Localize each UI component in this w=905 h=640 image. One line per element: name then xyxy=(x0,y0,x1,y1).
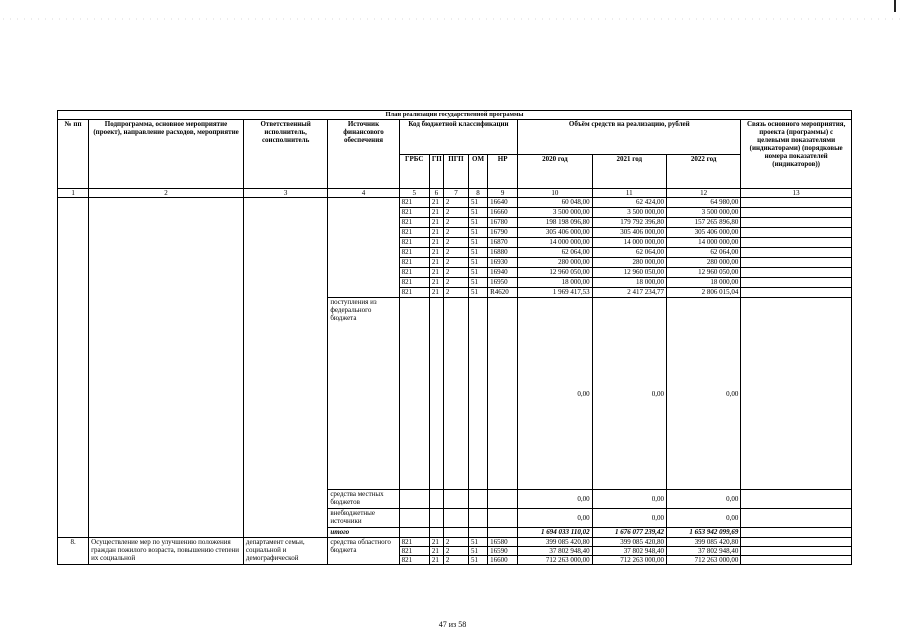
y2021-value: 305 406 000,00 xyxy=(592,228,666,238)
link-cell xyxy=(741,490,852,509)
grbs-cell: 821 xyxy=(399,248,429,258)
gp-cell: 21 xyxy=(429,556,443,565)
grbs-cell: 821 xyxy=(399,278,429,288)
program-plan-table xyxy=(57,110,852,565)
y2021-value: 179 792 396,80 xyxy=(592,218,666,228)
y2022-value: 157 265 896,80 xyxy=(666,218,740,228)
header-funds: Объём средств на реализацию, рублей xyxy=(518,120,741,155)
executor-cell xyxy=(243,198,327,538)
link-cell xyxy=(741,218,852,228)
code-cell xyxy=(469,490,488,509)
header-gp: ГП xyxy=(429,154,443,189)
link-cell xyxy=(741,509,852,528)
local-y2022-value: 0,00 xyxy=(666,490,740,509)
y2021-value: 37 802 948,40 xyxy=(592,547,666,556)
y2022-value: 64 980,00 xyxy=(666,198,740,208)
om-cell: 51 xyxy=(469,538,488,547)
local-y2020-value: 0,00 xyxy=(518,490,592,509)
gp-cell: 21 xyxy=(429,288,443,298)
y2022-value: 712 263 000,00 xyxy=(666,556,740,565)
header-link: Связь основного мероприятия, проекта (программы) с целевыми показателями (индикаторами) (порядковые номера показателей (индикаторов)) xyxy=(741,120,852,189)
header-2022: 2022 год xyxy=(666,154,740,189)
federal-y2021-value: 0,00 xyxy=(592,298,666,490)
link-cell xyxy=(741,528,852,538)
link-cell xyxy=(741,538,852,547)
link-cell xyxy=(741,198,852,208)
y2021-value: 2 417 234,77 xyxy=(592,288,666,298)
grbs-cell: 821 xyxy=(399,288,429,298)
column-number: 3 xyxy=(243,189,327,198)
local-source: средства местных бюджетов xyxy=(328,490,399,509)
y2021-value: 399 085 420,80 xyxy=(592,538,666,547)
item-executor: департамент семьи, социальной и демографической xyxy=(243,538,327,565)
item-source: средства областного бюджета xyxy=(328,538,399,565)
link-cell xyxy=(741,547,852,556)
grbs-cell: 821 xyxy=(399,208,429,218)
link-cell xyxy=(741,298,852,490)
om-cell: 51 xyxy=(469,208,488,218)
y2021-value: 12 960 050,00 xyxy=(592,268,666,278)
pgp-cell: 2 xyxy=(443,547,468,556)
np-cell: 16950 xyxy=(488,278,518,288)
y2020-value: 60 048,00 xyxy=(518,198,592,208)
source-cell xyxy=(328,198,399,298)
code-cell xyxy=(429,490,443,509)
header-pgp: ПГП xyxy=(443,154,468,189)
np-cell: 16940 xyxy=(488,268,518,278)
pgp-cell: 2 xyxy=(443,248,468,258)
link-cell xyxy=(741,238,852,248)
item-number: 8. xyxy=(58,538,89,565)
y2022-value: 62 064,00 xyxy=(666,248,740,258)
offbudget-y2020-value: 0,00 xyxy=(518,509,592,528)
code-cell xyxy=(443,528,468,538)
num-cell xyxy=(58,198,89,538)
pgp-cell: 2 xyxy=(443,238,468,248)
federal-y2020-value: 0,00 xyxy=(518,298,592,490)
om-cell: 51 xyxy=(469,248,488,258)
federal-source: поступления из федерального бюджета xyxy=(328,298,399,490)
link-cell xyxy=(741,258,852,268)
federal-y2022-value: 0,00 xyxy=(666,298,740,490)
grbs-cell: 821 xyxy=(399,547,429,556)
y2020-value: 399 085 420,80 xyxy=(518,538,592,547)
code-cell xyxy=(469,298,488,490)
table-row xyxy=(58,198,852,208)
header-grbs: ГРБС xyxy=(399,154,429,189)
code-cell xyxy=(469,528,488,538)
gp-cell: 21 xyxy=(429,228,443,238)
y2020-value: 3 500 000,00 xyxy=(518,208,592,218)
total-y2021-value: 1 676 077 239,42 xyxy=(592,528,666,538)
column-number: 13 xyxy=(741,189,852,198)
gp-cell: 21 xyxy=(429,258,443,268)
om-cell: 51 xyxy=(469,238,488,248)
code-cell xyxy=(469,509,488,528)
grbs-cell: 821 xyxy=(399,258,429,268)
om-cell: 51 xyxy=(469,556,488,565)
y2022-value: 12 960 050,00 xyxy=(666,268,740,278)
link-cell xyxy=(741,278,852,288)
pgp-cell: 2 xyxy=(443,288,468,298)
y2020-value: 1 969 417,53 xyxy=(518,288,592,298)
header-executor: Ответственный исполнитель, соисполнитель xyxy=(243,120,327,189)
np-cell: 16600 xyxy=(488,556,518,565)
y2020-value: 37 802 948,40 xyxy=(518,547,592,556)
code-cell xyxy=(429,509,443,528)
y2020-value: 198 198 096,80 xyxy=(518,218,592,228)
pgp-cell: 2 xyxy=(443,268,468,278)
om-cell: 51 xyxy=(469,288,488,298)
om-cell: 51 xyxy=(469,228,488,238)
pgp-cell: 2 xyxy=(443,228,468,238)
grbs-cell: 821 xyxy=(399,538,429,547)
np-cell: 16780 xyxy=(488,218,518,228)
grbs-cell: 821 xyxy=(399,198,429,208)
gp-cell: 21 xyxy=(429,547,443,556)
table-title: План реализации государственной программы xyxy=(58,111,852,120)
item-name: Осуществление мер по улучшению положения граждан пожилого возраста, повышению степени их социальной xyxy=(89,538,244,565)
column-number: 11 xyxy=(592,189,666,198)
code-cell xyxy=(488,298,518,490)
y2021-value: 712 263 000,00 xyxy=(592,556,666,565)
y2022-value: 280 000,00 xyxy=(666,258,740,268)
y2021-value: 14 000 000,00 xyxy=(592,238,666,248)
code-cell xyxy=(399,528,429,538)
column-number: 5 xyxy=(399,189,429,198)
code-cell xyxy=(399,298,429,490)
y2022-value: 2 806 015,04 xyxy=(666,288,740,298)
om-cell: 51 xyxy=(469,218,488,228)
column-number: 7 xyxy=(443,189,468,198)
code-cell xyxy=(429,528,443,538)
np-cell: 16640 xyxy=(488,198,518,208)
om-cell: 51 xyxy=(469,278,488,288)
np-cell: 16660 xyxy=(488,208,518,218)
om-cell: 51 xyxy=(469,268,488,278)
gp-cell: 21 xyxy=(429,278,443,288)
y2020-value: 62 064,00 xyxy=(518,248,592,258)
gp-cell: 21 xyxy=(429,198,443,208)
code-cell xyxy=(443,298,468,490)
np-cell: 16870 xyxy=(488,238,518,248)
y2021-value: 280 000,00 xyxy=(592,258,666,268)
y2020-value: 712 263 000,00 xyxy=(518,556,592,565)
offbudget-y2021-value: 0,00 xyxy=(592,509,666,528)
scan-edge-mark xyxy=(894,0,896,12)
np-cell: R4620 xyxy=(488,288,518,298)
column-number: 12 xyxy=(666,189,740,198)
om-cell: 51 xyxy=(469,198,488,208)
pgp-cell: 2 xyxy=(443,258,468,268)
np-cell: 16590 xyxy=(488,547,518,556)
scan-artifact-dots xyxy=(0,16,905,22)
code-cell xyxy=(488,528,518,538)
total-y2022-value: 1 653 942 099,69 xyxy=(666,528,740,538)
link-cell xyxy=(741,288,852,298)
pgp-cell: 2 xyxy=(443,556,468,565)
grbs-cell: 821 xyxy=(399,268,429,278)
pgp-cell: 2 xyxy=(443,198,468,208)
y2021-value: 3 500 000,00 xyxy=(592,208,666,218)
y2020-value: 305 406 000,00 xyxy=(518,228,592,238)
y2022-value: 3 500 000,00 xyxy=(666,208,740,218)
y2021-value: 62 064,00 xyxy=(592,248,666,258)
header-np: НР xyxy=(488,154,518,189)
np-cell: 16580 xyxy=(488,538,518,547)
header-kbk: Код бюджетной классификации xyxy=(399,120,518,155)
y2020-value: 14 000 000,00 xyxy=(518,238,592,248)
np-cell: 16880 xyxy=(488,248,518,258)
offbudget-source: внебюджетные источники xyxy=(328,509,399,528)
gp-cell: 21 xyxy=(429,208,443,218)
pgp-cell: 2 xyxy=(443,208,468,218)
column-number: 8 xyxy=(469,189,488,198)
header-name: Подпрограмма, основное мероприятие (проект), направление расходов, мероприятие xyxy=(89,120,244,189)
gp-cell: 21 xyxy=(429,268,443,278)
header-source: Источник финансового обеспечения xyxy=(328,120,399,189)
link-cell xyxy=(741,208,852,218)
y2021-value: 18 000,00 xyxy=(592,278,666,288)
y2022-value: 305 406 000,00 xyxy=(666,228,740,238)
y2021-value: 62 424,00 xyxy=(592,198,666,208)
column-number: 2 xyxy=(89,189,244,198)
np-cell: 16930 xyxy=(488,258,518,268)
page-number: 47 из 58 xyxy=(438,620,467,629)
total-source: итого xyxy=(328,528,399,538)
code-cell xyxy=(488,490,518,509)
y2020-value: 280 000,00 xyxy=(518,258,592,268)
code-cell xyxy=(443,509,468,528)
grbs-cell: 821 xyxy=(399,556,429,565)
column-number: 1 xyxy=(58,189,89,198)
link-cell xyxy=(741,268,852,278)
link-cell xyxy=(741,248,852,258)
np-cell: 16790 xyxy=(488,228,518,238)
link-cell xyxy=(741,228,852,238)
code-cell xyxy=(399,509,429,528)
offbudget-y2022-value: 0,00 xyxy=(666,509,740,528)
code-cell xyxy=(443,490,468,509)
y2020-value: 12 960 050,00 xyxy=(518,268,592,278)
table-row xyxy=(58,538,852,547)
column-number: 9 xyxy=(488,189,518,198)
gp-cell: 21 xyxy=(429,538,443,547)
local-y2021-value: 0,00 xyxy=(592,490,666,509)
code-cell xyxy=(429,298,443,490)
grbs-cell: 821 xyxy=(399,218,429,228)
name-cell xyxy=(89,198,244,538)
grbs-cell: 821 xyxy=(399,228,429,238)
header-2020: 2020 год xyxy=(518,154,592,189)
y2022-value: 18 000,00 xyxy=(666,278,740,288)
code-cell xyxy=(488,509,518,528)
link-cell xyxy=(741,556,852,565)
column-number: 10 xyxy=(518,189,592,198)
om-cell: 51 xyxy=(469,258,488,268)
header-om: ОМ xyxy=(469,154,488,189)
y2022-value: 37 802 948,40 xyxy=(666,547,740,556)
header-2021: 2021 год xyxy=(592,154,666,189)
y2022-value: 14 000 000,00 xyxy=(666,238,740,248)
y2022-value: 399 085 420,80 xyxy=(666,538,740,547)
column-number: 6 xyxy=(429,189,443,198)
pgp-cell: 2 xyxy=(443,218,468,228)
om-cell: 51 xyxy=(469,547,488,556)
gp-cell: 21 xyxy=(429,238,443,248)
total-y2020-value: 1 694 033 110,02 xyxy=(518,528,592,538)
pgp-cell: 2 xyxy=(443,538,468,547)
grbs-cell: 821 xyxy=(399,238,429,248)
header-num: № пп xyxy=(58,120,89,189)
column-number: 4 xyxy=(328,189,399,198)
code-cell xyxy=(399,490,429,509)
y2020-value: 18 000,00 xyxy=(518,278,592,288)
gp-cell: 21 xyxy=(429,218,443,228)
pgp-cell: 2 xyxy=(443,278,468,288)
gp-cell: 21 xyxy=(429,248,443,258)
